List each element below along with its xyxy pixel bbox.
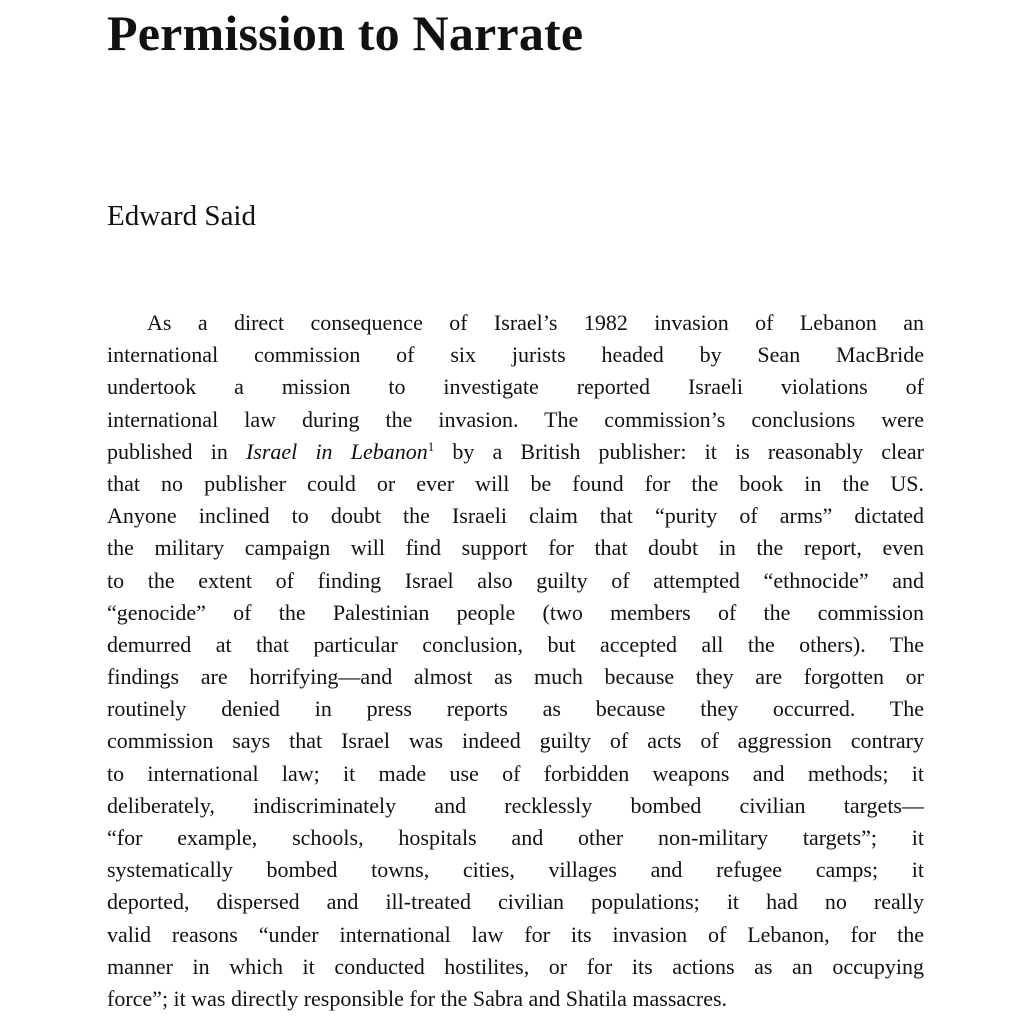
paragraph-line-with-citation (107, 436, 924, 468)
paragraph-line: routinely denied in press reports as because they occurred. The (107, 696, 924, 722)
paragraph-line: that no publisher could or ever will be found for the book in the US. (107, 470, 924, 496)
paragraph-line: systematically bombed towns, cities, villages and refugee camps; it (107, 857, 924, 883)
paragraph-line: to the extent of finding Israel also guilty of attempted “ethnocide” and (107, 567, 924, 593)
paragraph-line: findings are horrifying—and almost as much because they are forgotten or (107, 664, 924, 690)
book-title-italic: Israel in Lebanon (245, 438, 428, 464)
footnote-marker: 1 (427, 438, 435, 454)
paragraph-line: international commission of six jurists headed by Sean MacBride (107, 342, 924, 368)
paragraph-line: “genocide” of the Palestinian people (two members of the commission (107, 599, 924, 625)
paragraph-line: Anyone inclined to doubt the Israeli claim that “purity of arms” dictated (107, 503, 924, 529)
paragraph-line: manner in which it conducted hostilites, or for its actions as an occupying (107, 953, 924, 979)
paragraph-line: undertook a mission to investigate reported Israeli violations of (107, 374, 924, 400)
line-suffix: by a British publisher: it is reasonably clear (434, 438, 924, 464)
paragraph-line: deported, dispersed and ill-treated civilian populations; it had no really (107, 889, 924, 915)
paragraph-line: demurred at that particular conclusion, but accepted all the others). The (107, 631, 924, 657)
author-name: Edward Said (107, 200, 256, 232)
paragraph-line: international law during the invasion. The commission’s conclusions were (107, 406, 924, 432)
paragraph-line: As a direct consequence of Israel’s 1982 invasion of Lebanon an (147, 310, 924, 335)
paragraph-line: deliberately, indiscriminately and recklessly bombed civilian targets— (107, 792, 924, 818)
paragraph-line: the military campaign will find support for that doubt in the report, even (107, 535, 924, 561)
paragraph-line: commission says that Israel was indeed guilty of acts of aggression contrary (107, 728, 924, 754)
body-paragraph (107, 307, 924, 1015)
line-prefix: published in (107, 438, 246, 464)
paragraph-line: force”; it was directly responsible for the Sabra and Shatila massacres. (107, 985, 728, 1011)
article-title: Permission to Narrate (107, 5, 584, 61)
paragraph-line: valid reasons “under international law for its invasion of Lebanon, for the (107, 921, 924, 947)
paragraph-line: “for example, schools, hospitals and other non-military targets”; it (107, 825, 924, 850)
paragraph-line: to international law; it made use of forbidden weapons and methods; it (107, 760, 924, 786)
